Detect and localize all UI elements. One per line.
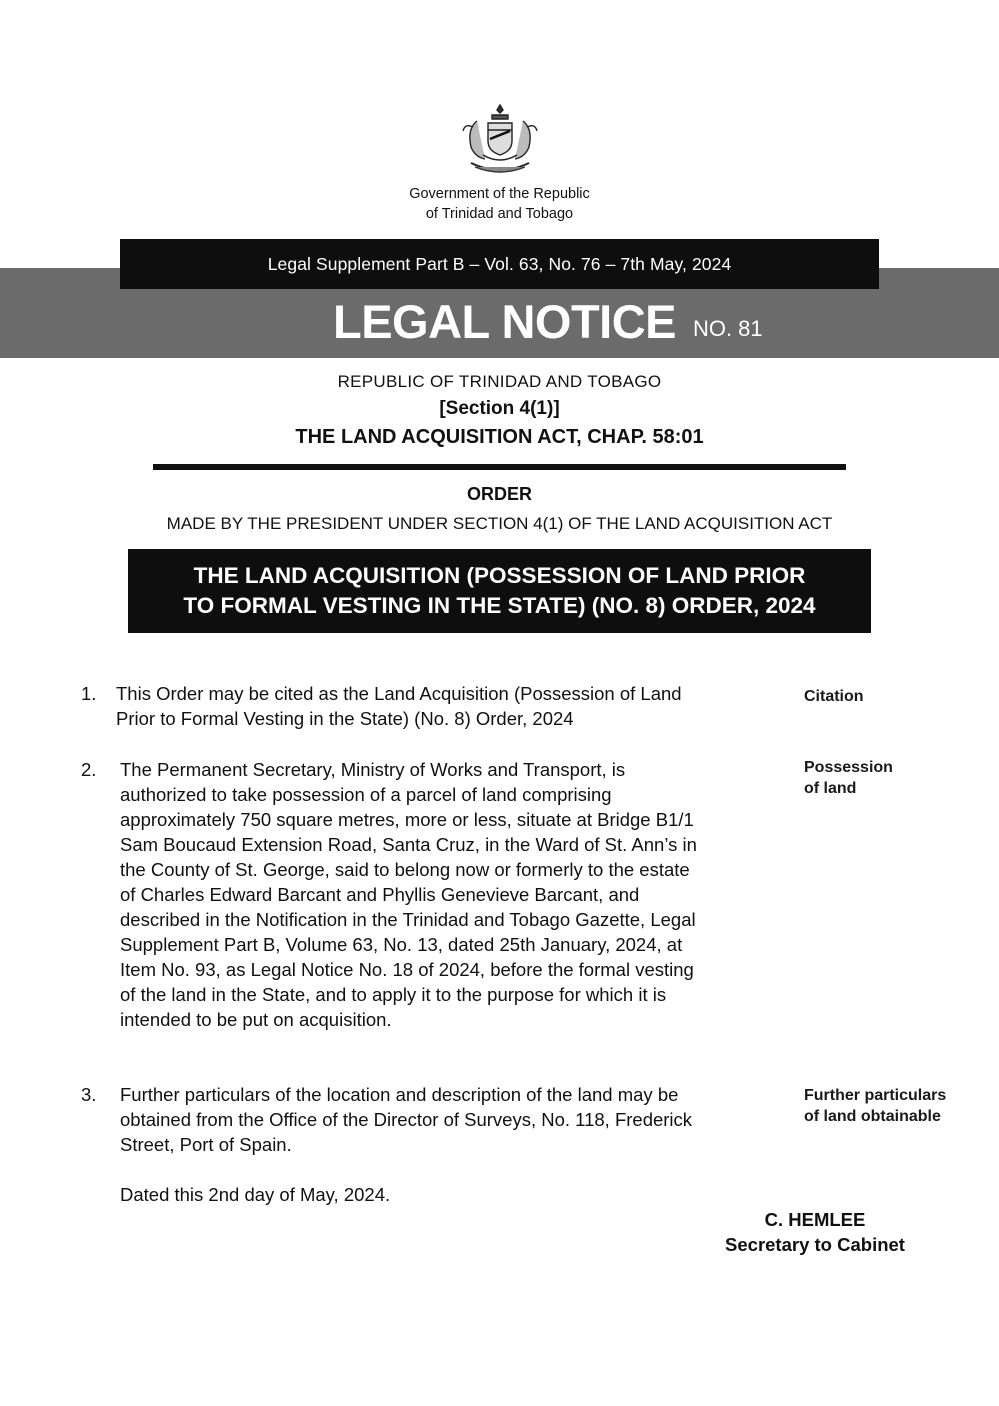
supplement-banner: Legal Supplement Part B – Vol. 63, No. 76 – 7th May, 2024 xyxy=(120,239,879,289)
dated-line: Dated this 2nd day of May, 2024. xyxy=(120,1184,391,1205)
paragraph-line: Street, Port of Spain. xyxy=(120,1134,292,1155)
margin-note-line: Citation xyxy=(804,688,864,705)
margin-note-line: of land xyxy=(804,780,857,797)
legal-notice-title: LEGAL NOTICE xyxy=(333,295,677,348)
paragraph-number: 3. xyxy=(81,1084,97,1105)
order-title-line-2: TO FORMAL VESTING IN THE STATE) (NO. 8) ORDER, 2024 xyxy=(183,593,816,618)
signatory-name: C. HEMLEE xyxy=(764,1209,866,1230)
legal-notice-number-label: NO. xyxy=(693,316,733,341)
paragraph-line: This Order may be cited as the Land Acquisition (Possession of Land xyxy=(116,683,682,704)
government-line-2: of Trinidad and Tobago xyxy=(425,206,574,222)
margin-note-line: of land obtainable xyxy=(804,1108,941,1125)
paragraph-line: of the land in the State, and to apply it to the purpose for which it is xyxy=(120,984,667,1005)
paragraph-line: The Permanent Secretary, Ministry of Works and Transport, is xyxy=(120,759,626,780)
margin-note xyxy=(804,1085,946,1127)
paragraph-line: intended to be put on acquisition. xyxy=(120,1009,392,1030)
paragraph-line: the County of St. George, said to belong now or formerly to the estate xyxy=(120,859,690,880)
margin-note-line: Possession xyxy=(804,759,893,776)
paragraph-line: Item No. 93, as Legal Notice No. 18 of 2024, before the formal vesting xyxy=(120,959,694,980)
paragraph-text xyxy=(120,757,697,1032)
order-title-line-1: THE LAND ACQUISITION (POSSESSION OF LAND PRIOR xyxy=(193,563,806,588)
made-by-line: MADE BY THE PRESIDENT UNDER SECTION 4(1) OF THE LAND ACQUISITION ACT xyxy=(166,514,833,533)
act-title: THE LAND ACQUISITION ACT, CHAP. 58:01 xyxy=(295,426,704,448)
paragraph-number: 1. xyxy=(81,683,97,704)
section-reference: [Section 4(1)] xyxy=(439,398,560,419)
paragraph-line: approximately 750 square metres, more or less, situate at Bridge B1/1 xyxy=(120,809,694,830)
government-line-1: Government of the Republic xyxy=(409,186,590,202)
legal-notice-number xyxy=(693,314,763,344)
paragraph-line: Prior to Formal Vesting in the State) (No. 8) Order, 2024 xyxy=(116,708,574,729)
order-heading: ORDER xyxy=(466,484,532,504)
legal-notice-number-value: 81 xyxy=(738,316,763,341)
margin-note xyxy=(804,757,893,799)
divider xyxy=(153,464,846,470)
paragraph-text xyxy=(116,681,682,731)
paragraph-line: of Charles Edward Barcant and Phyllis Genevieve Barcant, and xyxy=(120,884,640,905)
paragraph-line: Sam Boucaud Extension Road, Santa Cruz, in the Ward of St. Ann’s in xyxy=(120,834,697,855)
signatory-title: Secretary to Cabinet xyxy=(725,1234,905,1255)
paragraph-line: obtained from the Office of the Director of Surveys, No. 118, Frederick xyxy=(120,1109,693,1130)
order-title-box xyxy=(128,549,871,633)
paragraph-line: Further particulars of the location and description of the land may be xyxy=(120,1084,679,1105)
paragraph-line: described in the Notification in the Trinidad and Tobago Gazette, Legal xyxy=(120,909,696,930)
margin-note-line: Further particulars xyxy=(804,1087,947,1104)
paragraph-line: authorized to take possession of a parcel of land comprising xyxy=(120,784,612,805)
paragraph-line: Supplement Part B, Volume 63, No. 13, dated 25th January, 2024, at xyxy=(120,934,683,955)
paragraph-text xyxy=(120,1082,692,1157)
paragraph-number: 2. xyxy=(81,759,97,780)
republic-heading: REPUBLIC OF TRINIDAD AND TOBAGO xyxy=(337,372,662,391)
margin-note xyxy=(804,686,864,707)
coat-of-arms-icon xyxy=(459,103,541,179)
